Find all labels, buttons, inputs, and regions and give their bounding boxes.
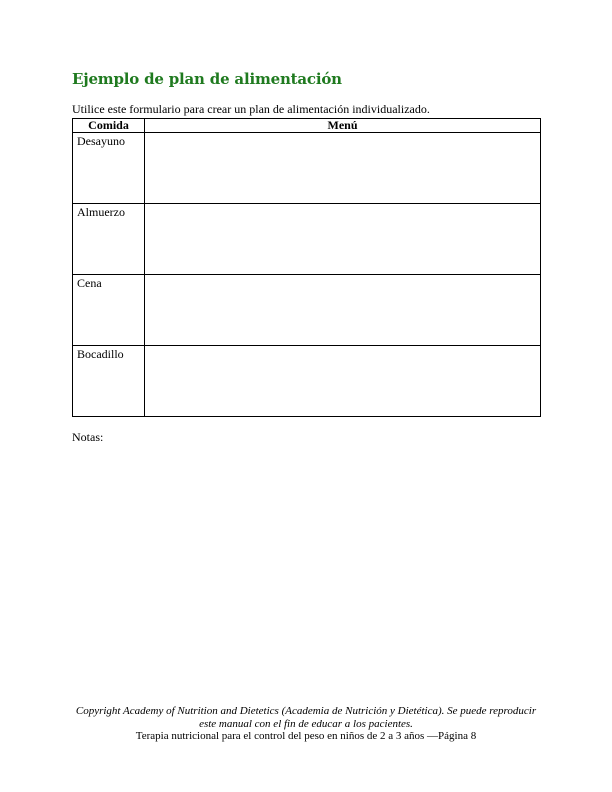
column-header-meal: Comida <box>73 119 145 133</box>
menu-cell[interactable] <box>145 204 541 275</box>
notes-label: Notas: <box>72 430 104 444</box>
meal-name-cell: Desayuno <box>73 133 145 204</box>
meal-name-cell: Almuerzo <box>73 204 145 275</box>
meal-name-cell: Cena <box>73 275 145 346</box>
table-row <box>73 204 541 275</box>
meal-plan-table <box>72 118 541 417</box>
menu-cell[interactable] <box>145 346 541 417</box>
table-row <box>73 346 541 417</box>
copyright-line-2: este manual con el fin de educar a los pacientes. <box>199 717 413 730</box>
copyright-line-1: Copyright Academy of Nutrition and Dietetics (Academia de Nutrición y Dietética). Se puede reproducir <box>75 705 537 717</box>
page-footer <box>60 705 552 743</box>
column-header-menu: Menú <box>145 119 541 133</box>
meal-name-cell: Bocadillo <box>73 346 145 417</box>
page-number-line: Terapia nutricional para el control del peso en niños de 2 a 3 años —Página 8 <box>135 730 477 742</box>
table-row <box>73 275 541 346</box>
intro-text: Utilice este formulario para crear un plan de alimentación individualizado. <box>72 102 430 116</box>
table-header-row <box>73 119 541 133</box>
menu-cell[interactable] <box>145 133 541 204</box>
page-title: Ejemplo de plan de alimentación <box>72 70 342 88</box>
table-row <box>73 133 541 204</box>
menu-cell[interactable] <box>145 275 541 346</box>
